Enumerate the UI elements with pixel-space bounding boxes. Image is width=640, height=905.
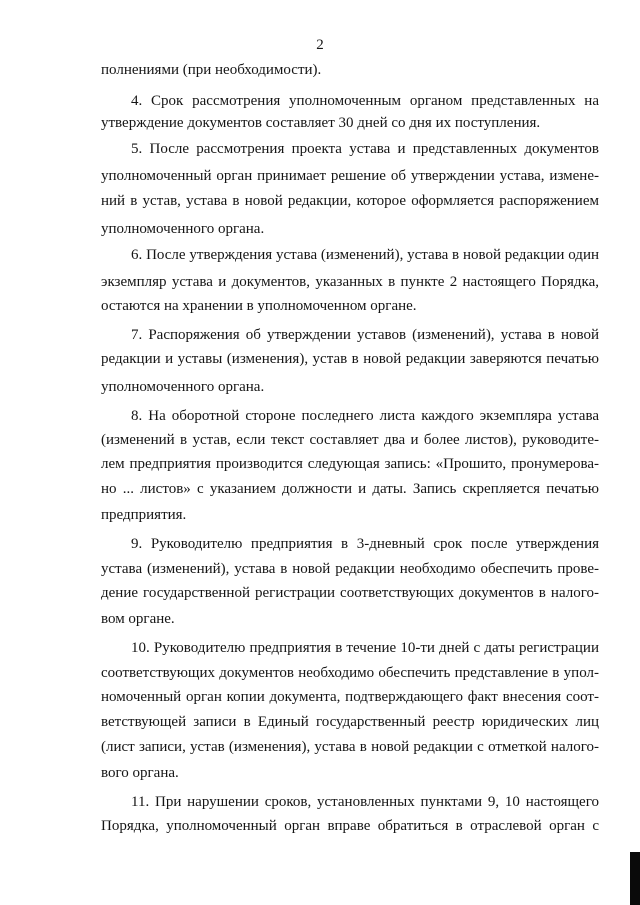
- paragraph-line: Порядка, уполномоченный орган вправе обратиться в отраслевой орган с: [101, 818, 599, 834]
- paragraph-line: полнениями (при необходимости).: [101, 62, 322, 78]
- paragraph-line: устава (изменений), устава в новой редакции необходимо обеспечить прове-: [101, 561, 599, 577]
- paragraph-first-line: 6. После утверждения устава (изменений), устава в новой редакции один: [131, 247, 599, 263]
- paragraph-line: но ... листов» с указанием должности и даты. Запись скрепляется печатью: [101, 481, 599, 497]
- paragraph-first-line: 10. Руководителю предприятия в течение 10-ти дней с даты регистрации: [131, 640, 599, 656]
- scan-edge-mark: [630, 852, 640, 905]
- paragraph-line: редакции и уставы (изменения), устав в новой редакции заверяются печатью: [101, 351, 599, 367]
- paragraph-line: уполномоченный орган принимает решение об утверждении устава, измене-: [101, 168, 599, 184]
- paragraph-line: утверждение документов составляет 30 дней со дня их поступления.: [101, 115, 541, 131]
- paragraph-first-line: 8. На оборотной стороне последнего листа каждого экземпляра устава: [131, 408, 599, 424]
- paragraph-line: экземпляр устава и документов, указанных в пункте 2 настоящего Порядка,: [101, 274, 599, 290]
- paragraph-line: уполномоченного органа.: [101, 221, 265, 237]
- paragraph-line: вого органа.: [101, 765, 179, 781]
- paragraph-line: ний в устав, устава в новой редакции, которое оформляется распоряжением: [101, 193, 599, 209]
- paragraph-line: уполномоченного органа.: [101, 379, 265, 395]
- page-number: 2: [316, 37, 324, 53]
- paragraph-line: остаются на хранении в уполномоченном органе.: [101, 298, 417, 314]
- paragraph-line: ветствующей записи в Единый государственный реестр юридических лиц: [101, 714, 599, 730]
- paragraph-line: (лист записи, устав (изменения), устава в новой редакции с отметкой налого-: [101, 739, 599, 755]
- paragraph-first-line: 11. При нарушении сроков, установленных пунктами 9, 10 настоящего: [131, 794, 599, 810]
- paragraph-line: лем предприятия производится следующая запись: «Прошито, пронумерова-: [101, 456, 599, 472]
- paragraph-first-line: 7. Распоряжения об утверждении уставов (изменений), устава в новой: [131, 327, 599, 343]
- paragraph-line: соответствующих документов необходимо обеспечить представление в упол-: [101, 665, 599, 681]
- paragraph-first-line: 9. Руководителю предприятия в 3-дневный срок после утверждения: [131, 536, 599, 552]
- paragraph-line: вом органе.: [101, 611, 175, 627]
- paragraph-line: предприятия.: [101, 507, 187, 523]
- paragraph-first-line: 4. Срок рассмотрения уполномоченным органом представленных на: [131, 93, 599, 109]
- paragraph-line: (изменений в устав, если текст составляет два и более листов), руководите-: [101, 432, 599, 448]
- paragraph-line: дение государственной регистрации соответствующих документов в налого-: [101, 585, 599, 601]
- paragraph-first-line: 5. После рассмотрения проекта устава и представленных документов: [131, 141, 599, 157]
- paragraph-line: номоченный орган копии документа, подтверждающего факт внесения соот-: [101, 689, 599, 705]
